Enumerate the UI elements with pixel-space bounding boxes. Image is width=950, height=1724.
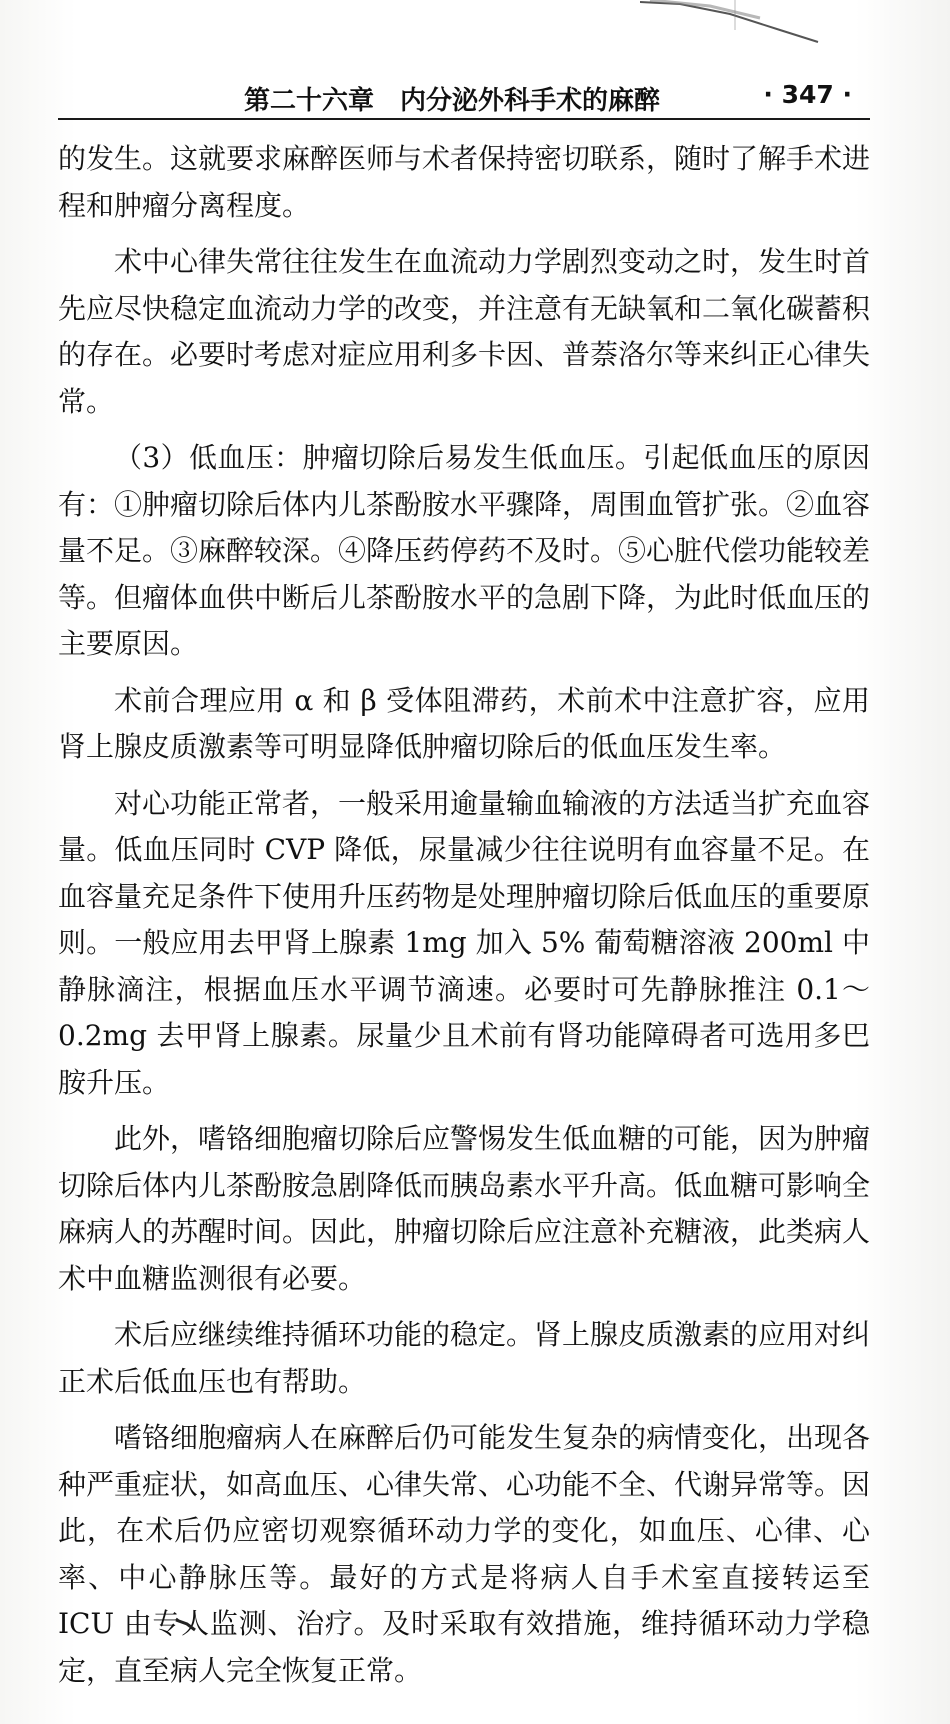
paragraph-hypotension-causes: （3）低血压：肿瘤切除后易发生低血压。引起低血压的原因有：①肿瘤切除后体内儿茶酚胺水平骤降，周围血管扩张。②血容量不足。③麻醉较深。④降压药停药不及时。⑤心脏代偿功能较差等。但瘤体血供中断后儿茶酚胺水平的急剧下降，为此时低血压的主要原因。 <box>58 441 871 660</box>
stray-ink-mark <box>175 1618 197 1632</box>
paragraph-postop-circulation: 术后应继续维持循环功能的稳定。肾上腺皮质激素的应用对纠正术后低血压也有帮助。 <box>58 1318 871 1398</box>
paragraph-arrhythmia: 术中心律失常往往发生在血流动力学剧烈变动之时，发生时首先应尽快稳定血流动力学的改变，并注意有无缺氧和二氧化碳蓄积的存在。必要时考虑对症应用利多卡因、普萘洛尔等来纠正心律失常。 <box>58 245 871 418</box>
paragraph-postop-monitoring: 嗜铬细胞瘤病人在麻醉后仍可能发生复杂的病情变化，出现各种严重症状，如高血压、心律失常、心功能不全、代谢异常等。因此，在术后仍应密切观察循环动力学的变化，如血压、心律、心率、中心静脉压等。最好的方式是将病人自手术室直接转运至 ICU 由专人监测、治疗。及时采取有效措施，维持循环动力学稳定，直至病人完全恢复正常。 <box>58 1421 871 1687</box>
page-number: · 347 · <box>763 80 852 109</box>
paragraph-continuation: 的发生。这就要求麻醉医师与术者保持密切联系，随时了解手术进程和肿瘤分离程度。 <box>58 142 871 222</box>
body-text <box>58 136 870 1704</box>
paragraph-volume-management: 对心功能正常者，一般采用逾量输血输液的方法适当扩充血容量。低血压同时 CVP 降低，尿量减少往往说明有血容量不足。在血容量充足条件下使用升压药物是处理肿瘤切除后低血压的重要原则。一般应用去甲肾上腺素 1mg 加入 5% 葡萄糖溶液 200ml 中静脉滴注，根据血压水平调节滴速。必要时可先静脉推注 0.1～0.2mg 去甲肾上腺素。尿量少且术前有肾功能障碍者可选用多巴胺升压。 <box>58 786 871 1099</box>
chapter-title: 第二十六章 内分泌外科手术的麻醉 <box>244 86 661 116</box>
running-header <box>58 72 870 120</box>
page-corner-smudge <box>640 0 820 45</box>
paragraph-preop-blockers: 术前合理应用 α 和 β 受体阻滞药，术前术中注意扩容，应用肾上腺皮质激素等可明显降低肿瘤切除后的低血压发生率。 <box>58 683 870 763</box>
paragraph-hypoglycemia: 此外，嗜铬细胞瘤切除后应警惕发生低血糖的可能，因为肿瘤切除后体内儿茶酚胺急剧降低而胰岛素水平升高。低血糖可影响全麻病人的苏醒时间。因此，肿瘤切除后应注意补充糖液，此类病人术中血糖监测很有必要。 <box>58 1122 871 1295</box>
